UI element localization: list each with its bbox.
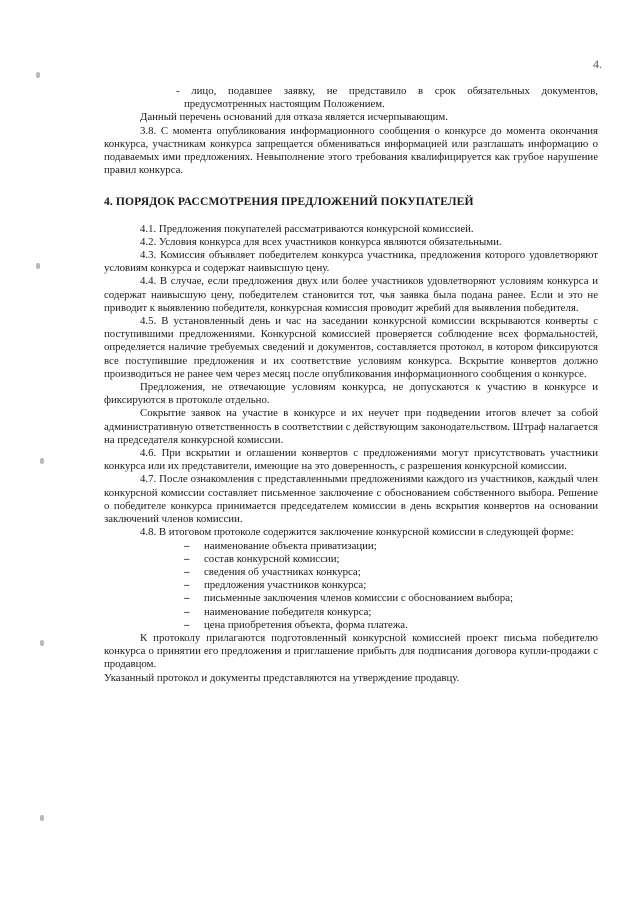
paragraph-final: Указанный протокол и документы представляются на утверждение продавцу. (104, 671, 460, 684)
paragraph: Предложения, не отвечающие условиям конкурса, не допускаются к участию в конкурсе и фиксируются в протоколе отдельно. (104, 381, 598, 407)
scan-mark (36, 72, 40, 78)
paragraph: К протоколу прилагаются подготовленный конкурсной комиссией проект письма победителю конкурса о принятии его предложения и приглашение прибыть для подписания договора купли-продажи с продавцом. (104, 631, 598, 671)
paragraph-4-4: 4.4. В случае, если предложения двух или более участников удовлетворяют условиям конкурса и содержат наивысшую цену, победителем становится тот, чья заявка была подана ранее. Если и это не приводит к выявлению победителя, конкурсная комиссия проводит жребий для выявления победителя. (104, 275, 598, 314)
scan-mark (40, 458, 44, 464)
list-item: – наименование объекта приватизации; (184, 540, 598, 553)
list-item: – предложения участников конкурса; (184, 579, 598, 592)
paragraph-4-6: 4.6. При вскрытии и оглашении конвертов с предложениями могут присутствовать участники конкурса или их представители, имеющие на это доверенность, с разрешения конкурсной комиссии. (104, 447, 598, 473)
scan-mark (36, 263, 40, 269)
page-number: 4. (593, 57, 602, 71)
paragraph-4-8: 4.8. В итоговом протоколе содержится заключение конкурсной комиссии в следующей форме: (140, 526, 574, 539)
dash-item: - лицо, подавшее заявку, не представило в срок обязательных документов, предусмотренных настоящим Положением. (176, 85, 598, 111)
list-item: – цена приобретения объекта, форма платежа. (184, 619, 598, 632)
document-body (104, 85, 598, 685)
paragraph-3-8: 3.8. С момента опубликования информационного сообщения о конкурсе до момента окончания конкурса, участникам конкурса запрещается обмениваться информацией или разглашать информацию о подаваемых ими предложениях. Невыполнение этого требования квалифицируется как грубое нарушение правил конкурса. (104, 124, 598, 177)
list-item: – состав конкурсной комиссии; (184, 553, 598, 566)
list-item: – письменные заключения членов комиссии с обоснованием выбора; (184, 592, 598, 605)
section-heading: 4. ПОРЯДОК РАССМОТРЕНИЯ ПРЕДЛОЖЕНИЙ ПОКУПАТЕЛЕЙ (104, 195, 474, 209)
paragraph-4-7: 4.7. После ознакомления с представленными предложениями каждого из участников, каждый член конкурсной комиссии составляет письменное заключение с обоснованием собственного выбора. Решение о победителе конкурса принимается председателем комиссии в день вскрытия конвертов на основании заключений членов комиссии. (104, 473, 598, 526)
paragraph-4-3: 4.3. Комиссия объявляет победителем конкурса участника, предложения которого удовлетворяют условиям конкурса и содержат наивысшую цену. (104, 249, 598, 275)
scan-mark (40, 640, 44, 646)
list-item: – наименование победителя конкурса; (184, 606, 598, 619)
paragraph: Сокрытие заявок на участие в конкурсе и их неучет при подведении итогов влечет за собой административную ответственность в соответствии с действующим законодательством. Штраф налагается на председателя конкурсной комиссии. (104, 407, 598, 446)
protocol-contents-list (104, 540, 598, 632)
paragraph-4-1: 4.1. Предложения покупателей рассматриваются конкурсной комиссией. (140, 222, 474, 235)
list-item: – сведения об участниках конкурса; (184, 566, 598, 579)
scan-mark (40, 815, 44, 821)
paragraph-4-2: 4.2. Условия конкурса для всех участников конкурса являются обязательными. (140, 235, 502, 248)
paragraph: Данный перечень оснований для отказа является исчерпывающим. (140, 111, 448, 124)
paragraph-4-5: 4.5. В установленный день и час на заседании конкурсной комиссии вскрываются конверты с поступившими предложениями. Конкурсной комиссией проверяется соблюдение всех формальностей, определяется наличие требуемых сведений и документов, составляется протокол, в котором фиксируются все поступившие предложения и их соответствие условиям конкурса. Вскрытие конвертов должно производиться не ранее чем через месяц после опубликования информационного сообщения о конкурсе. (104, 315, 598, 380)
